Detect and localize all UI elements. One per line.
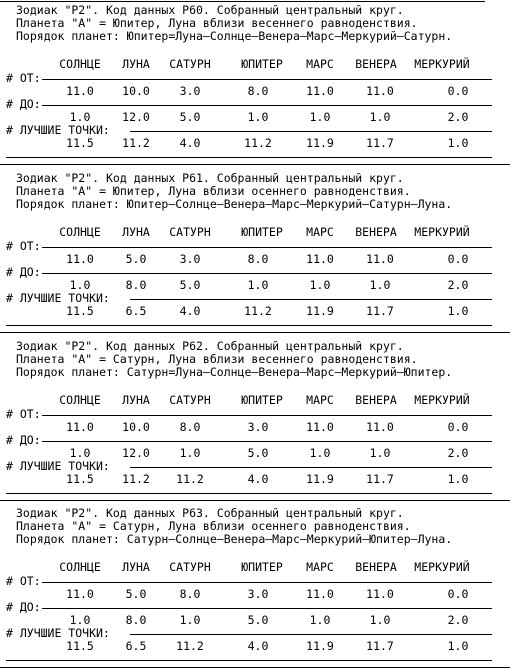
column-header: МЕРКУРИЙ: [414, 225, 470, 239]
from-row-value: 8.0: [179, 587, 201, 601]
best-points-row-value: 11.2: [244, 304, 272, 318]
column-header: САТУРН: [169, 560, 211, 574]
best-points-row-label: # ЛУЧШИЕ ТОЧКИ:: [6, 123, 110, 137]
column-header: МАРС: [306, 225, 334, 239]
best-points-row-value: 11.2: [176, 472, 204, 486]
from-row-value: 11.0: [66, 420, 94, 434]
to-row-value: 8.0: [125, 278, 147, 292]
to-row-rule: [42, 105, 492, 106]
from-row-value: 3.0: [179, 84, 201, 98]
from-row-value: 10.0: [122, 420, 150, 434]
column-header: САТУРН: [169, 225, 211, 239]
from-row-value: 3.0: [247, 587, 269, 601]
to-row-value: 1.0: [369, 446, 391, 460]
best-points-row-value: 6.5: [125, 304, 147, 318]
from-row-value: 11.0: [306, 587, 334, 601]
column-header: ЛУНА: [122, 393, 150, 407]
from-row-value: 8.0: [247, 252, 269, 266]
column-header: ВЕНЕРА: [355, 225, 397, 239]
best-points-row-value: 11.7: [366, 136, 394, 150]
from-row-value: 11.0: [66, 252, 94, 266]
planet-line: Планета "А" = Юпитер, Луна вблизи осеннего равноденствия.: [16, 184, 411, 198]
column-header: ЮПИТЕР: [241, 393, 283, 407]
title-line: Зодиак "P2". Код данных P61. Собранный центральный круг.: [16, 171, 404, 185]
to-row-value: 1.0: [309, 446, 331, 460]
from-row-rule: [42, 415, 492, 416]
best-points-row-value: 11.5: [66, 136, 94, 150]
best-points-row-rule: [130, 467, 492, 468]
to-row-label: # ДО:: [6, 265, 41, 279]
block-bottom-rule: [6, 157, 492, 158]
column-header: ВЕНЕРА: [355, 57, 397, 71]
to-row-rule: [42, 441, 492, 442]
from-row-value: 11.0: [306, 420, 334, 434]
column-header: МАРС: [306, 57, 334, 71]
block-bottom-rule: [6, 660, 492, 661]
best-points-row-rule: [130, 634, 492, 635]
column-header: МАРС: [306, 560, 334, 574]
best-points-row-value: 11.7: [366, 304, 394, 318]
best-points-row-value: 4.0: [247, 472, 269, 486]
to-row-label: # ДО:: [6, 600, 41, 614]
to-row-value: 1.0: [69, 278, 91, 292]
best-points-row-value: 11.5: [66, 304, 94, 318]
best-points-row-value: 11.2: [244, 136, 272, 150]
from-row-label: # ОТ:: [6, 71, 41, 85]
from-row-value: 11.0: [366, 84, 394, 98]
to-row-value: 1.0: [69, 446, 91, 460]
best-points-row-value: 4.0: [179, 304, 201, 318]
from-row-label: # ОТ:: [6, 407, 41, 421]
column-header: СОЛНЦЕ: [59, 225, 101, 239]
column-header: ЮПИТЕР: [241, 560, 283, 574]
best-points-row-value: 11.9: [306, 304, 334, 318]
title-line: Зодиак "P2". Код данных P60. Собранный центральный круг.: [16, 3, 404, 17]
to-row-value: 1.0: [179, 446, 201, 460]
to-row-value: 8.0: [125, 613, 147, 627]
to-row-value: 1.0: [369, 110, 391, 124]
to-row-value: 1.0: [247, 278, 269, 292]
from-row-value: 11.0: [66, 587, 94, 601]
from-row-value: 0.0: [447, 84, 469, 98]
from-row-label: # ОТ:: [6, 239, 41, 253]
column-header: СОЛНЦЕ: [59, 560, 101, 574]
from-row-value: 0.0: [447, 420, 469, 434]
best-points-row-value: 11.7: [366, 639, 394, 653]
from-row-value: 11.0: [66, 84, 94, 98]
best-points-row-label: # ЛУЧШИЕ ТОЧКИ:: [6, 291, 110, 305]
from-row-value: 0.0: [447, 587, 469, 601]
from-row-value: 5.0: [125, 252, 147, 266]
to-row-value: 12.0: [122, 446, 150, 460]
from-row-value: 11.0: [366, 587, 394, 601]
column-header: САТУРН: [169, 393, 211, 407]
to-row-value: 1.0: [247, 110, 269, 124]
to-row-label: # ДО:: [6, 433, 41, 447]
best-points-row-value: 11.9: [306, 639, 334, 653]
best-points-row-value: 11.5: [66, 639, 94, 653]
block-bottom-rule: [6, 325, 492, 326]
title-line: Зодиак "P2". Код данных P63. Собранный центральный круг.: [16, 506, 404, 520]
column-header: МЕРКУРИЙ: [414, 393, 470, 407]
from-row-value: 8.0: [179, 420, 201, 434]
block-separator: [0, 332, 510, 333]
best-points-row-value: 1.0: [447, 472, 469, 486]
column-header: ЛУНА: [122, 560, 150, 574]
from-row-rule: [42, 247, 492, 248]
column-header: МАРС: [306, 393, 334, 407]
planet-line: Планета "А" = Сатурн, Луна вблизи весеннего равноденствия.: [16, 352, 418, 366]
to-row-value: 1.0: [369, 613, 391, 627]
order-line: Порядок планет: Юпитер–Солнце–Венера–Марс–Меркурий–Сатурн–Луна.: [16, 197, 453, 211]
to-row-value: 2.0: [447, 446, 469, 460]
best-points-row-rule: [130, 299, 492, 300]
best-points-row-value: 11.2: [176, 639, 204, 653]
to-row-value: 1.0: [309, 110, 331, 124]
from-row-rule: [42, 582, 492, 583]
column-header: ВЕНЕРА: [355, 560, 397, 574]
best-points-row-value: 11.9: [306, 136, 334, 150]
column-header: СОЛНЦЕ: [59, 393, 101, 407]
column-header: ЛУНА: [122, 57, 150, 71]
column-header: МЕРКУРИЙ: [414, 57, 470, 71]
planet-line: Планета "А" = Юпитер, Луна вблизи весеннего равноденствия.: [16, 16, 418, 30]
from-row-value: 0.0: [447, 252, 469, 266]
from-row-value: 11.0: [366, 252, 394, 266]
from-row-value: 11.0: [306, 252, 334, 266]
to-row-value: 1.0: [69, 110, 91, 124]
to-row-value: 5.0: [179, 278, 201, 292]
column-header: ЛУНА: [122, 225, 150, 239]
to-row-value: 1.0: [309, 613, 331, 627]
best-points-row-label: # ЛУЧШИЕ ТОЧКИ:: [6, 626, 110, 640]
planet-line: Планета "А" = Сатурн, Луна вблизи осеннего равноденствия.: [16, 519, 411, 533]
to-row-value: 1.0: [369, 278, 391, 292]
from-row-rule: [42, 79, 492, 80]
from-row-value: 3.0: [179, 252, 201, 266]
column-header: ВЕНЕРА: [355, 393, 397, 407]
block-separator: [0, 500, 510, 501]
block-bottom-rule: [6, 493, 492, 494]
block-separator: [0, 164, 510, 165]
to-row-value: 1.0: [179, 613, 201, 627]
from-row-label: # ОТ:: [6, 574, 41, 588]
best-points-row-value: 11.2: [122, 472, 150, 486]
best-points-row-value: 11.7: [366, 472, 394, 486]
column-header: МЕРКУРИЙ: [414, 560, 470, 574]
from-row-value: 8.0: [247, 84, 269, 98]
from-row-value: 11.0: [366, 420, 394, 434]
from-row-value: 5.0: [125, 587, 147, 601]
to-row-rule: [42, 608, 492, 609]
best-points-row-value: 4.0: [179, 136, 201, 150]
from-row-value: 11.0: [306, 84, 334, 98]
block-separator: [0, 1, 485, 2]
best-points-row-value: 1.0: [447, 639, 469, 653]
best-points-row-value: 1.0: [447, 304, 469, 318]
to-row-label: # ДО:: [6, 97, 41, 111]
order-line: Порядок планет: Сатурн–Солнце–Венера–Марс–Меркурий–Юпитер–Луна.: [16, 532, 453, 546]
column-header: СОЛНЦЕ: [59, 57, 101, 71]
best-points-row-value: 11.9: [306, 472, 334, 486]
to-row-rule: [42, 273, 492, 274]
to-row-value: 1.0: [69, 613, 91, 627]
best-points-row-value: 1.0: [447, 136, 469, 150]
column-header: ЮПИТЕР: [241, 57, 283, 71]
column-header: ЮПИТЕР: [241, 225, 283, 239]
best-points-row-value: 4.0: [247, 639, 269, 653]
to-row-value: 5.0: [179, 110, 201, 124]
from-row-value: 10.0: [122, 84, 150, 98]
column-header: САТУРН: [169, 57, 211, 71]
order-line: Порядок планет: Сатурн=Луна–Солнце–Венера–Марс–Меркурий–Юпитер.: [16, 365, 453, 379]
to-row-value: 2.0: [447, 613, 469, 627]
to-row-value: 12.0: [122, 110, 150, 124]
best-points-row-value: 11.5: [66, 472, 94, 486]
to-row-value: 5.0: [247, 613, 269, 627]
from-row-value: 3.0: [247, 420, 269, 434]
to-row-value: 2.0: [447, 110, 469, 124]
to-row-value: 2.0: [447, 278, 469, 292]
best-points-row-value: 11.2: [122, 136, 150, 150]
order-line: Порядок планет: Юпитер=Луна–Солнце–Венера–Марс–Меркурий–Сатурн.: [16, 29, 453, 43]
title-line: Зодиак "P2". Код данных P62. Собранный центральный круг.: [16, 339, 404, 353]
to-row-value: 5.0: [247, 446, 269, 460]
best-points-row-rule: [130, 131, 492, 132]
to-row-value: 1.0: [309, 278, 331, 292]
best-points-row-value: 6.5: [125, 639, 147, 653]
best-points-row-label: # ЛУЧШИЕ ТОЧКИ:: [6, 459, 110, 473]
